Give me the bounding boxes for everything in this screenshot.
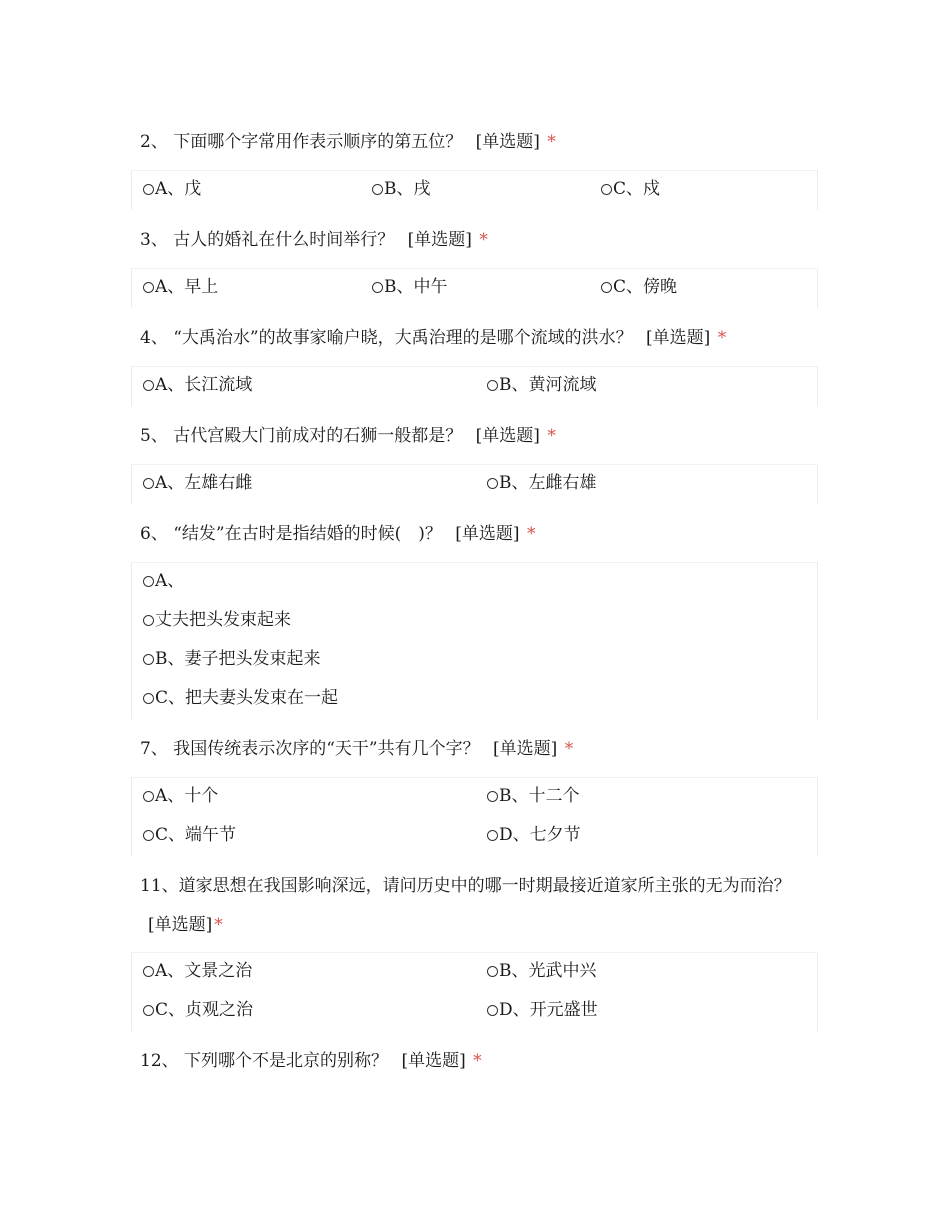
options-block-6	[131, 562, 818, 719]
question-number: 6、	[140, 524, 168, 544]
radio-icon[interactable]	[143, 966, 154, 977]
radio-icon[interactable]	[143, 282, 154, 293]
required-marker: *	[717, 328, 727, 348]
option-2-c[interactable]	[601, 177, 660, 201]
option-label: A、	[155, 571, 185, 591]
option-7-a[interactable]	[143, 784, 218, 808]
question-type-tag: [单选题]	[148, 915, 213, 935]
option-label: B、十二个	[499, 786, 580, 806]
question-6	[140, 515, 820, 554]
option-label: A、长江流域	[155, 375, 253, 395]
option-label: B、中午	[384, 277, 448, 297]
question-11	[140, 867, 820, 945]
radio-icon[interactable]	[372, 184, 383, 195]
required-marker: *	[214, 915, 223, 935]
option-label: A、戊	[155, 179, 202, 199]
option-label: B、戌	[384, 179, 431, 199]
question-3	[140, 221, 820, 260]
radio-icon[interactable]	[143, 1005, 154, 1016]
question-2	[140, 123, 820, 162]
radio-icon[interactable]	[601, 184, 612, 195]
question-text: “大禹治水”的故事家喻户晓，大禹治理的是哪个流域的洪水？	[173, 328, 633, 348]
option-label: A、文景之治	[155, 961, 253, 981]
option-label: D、开元盛世	[499, 1000, 598, 1020]
required-marker: *	[564, 739, 574, 759]
question-5	[140, 417, 820, 456]
radio-icon[interactable]	[143, 791, 154, 802]
question-text: “结发”在古时是指结婚的时候( )？	[173, 524, 442, 544]
option-label: 丈夫把头发束起来	[155, 610, 291, 630]
radio-icon[interactable]	[487, 1005, 498, 1016]
question-number: 4、	[140, 328, 168, 348]
question-number: 3、	[140, 230, 168, 250]
question-type-tag: [单选题]	[475, 132, 540, 152]
options-block-3	[131, 268, 818, 308]
radio-icon[interactable]	[143, 654, 154, 665]
option-label: A、早上	[155, 277, 219, 297]
question-number: 2、	[140, 132, 168, 152]
option-label: C、把夫妻头发束在一起	[155, 688, 339, 708]
required-marker: *	[547, 426, 556, 446]
radio-icon[interactable]	[487, 380, 498, 391]
option-label: A、左雄右雌	[155, 473, 253, 493]
question-text: 下列哪个不是北京的别称？	[184, 1051, 389, 1071]
question-type-tag: [单选题]	[475, 426, 540, 446]
option-7-d[interactable]	[487, 823, 581, 847]
option-7-c[interactable]	[143, 823, 236, 847]
radio-icon[interactable]	[601, 282, 612, 293]
question-type-tag: [单选题]	[407, 230, 472, 250]
option-6-b[interactable]	[143, 647, 321, 671]
question-type-tag: [单选题]	[646, 328, 711, 348]
option-label: B、黄河流域	[499, 375, 597, 395]
option-7-b[interactable]	[487, 784, 580, 808]
radio-icon[interactable]	[487, 478, 498, 489]
question-type-tag: [单选题]	[493, 739, 558, 759]
option-11-a[interactable]	[143, 959, 252, 983]
option-4-a[interactable]	[143, 373, 252, 397]
option-label: D、七夕节	[499, 825, 581, 845]
option-label: C、贞观之治	[155, 1000, 254, 1020]
required-marker: *	[547, 132, 556, 152]
option-3-c[interactable]	[601, 275, 677, 299]
question-12	[140, 1042, 820, 1081]
radio-icon[interactable]	[487, 791, 498, 802]
question-type-tag: [单选题]	[455, 524, 520, 544]
radio-icon[interactable]	[143, 478, 154, 489]
question-4	[140, 319, 820, 358]
options-block-7	[131, 777, 818, 856]
radio-icon[interactable]	[143, 615, 154, 626]
option-label: C、傍晚	[613, 277, 678, 297]
radio-icon[interactable]	[143, 380, 154, 391]
required-marker: *	[479, 230, 488, 250]
option-5-b[interactable]	[487, 471, 597, 495]
option-label: C、戍	[613, 179, 661, 199]
options-block-5	[131, 464, 818, 504]
question-number: 5、	[140, 426, 168, 446]
option-6-a-text[interactable]	[143, 608, 291, 632]
option-label: B、左雌右雄	[499, 473, 597, 493]
question-number: 12、	[140, 1051, 179, 1071]
option-label: B、妻子把头发束起来	[155, 649, 321, 669]
radio-icon[interactable]	[143, 830, 154, 841]
question-text: 道家思想在我国影响深远，请问历史中的哪一时期最接近道家所主张的无为而治？	[178, 876, 791, 896]
option-6-c[interactable]	[143, 686, 338, 710]
required-marker: *	[526, 524, 536, 544]
question-text: 下面哪个字常用作表示顺序的第五位？	[173, 132, 463, 152]
option-11-c[interactable]	[143, 998, 253, 1022]
option-5-a[interactable]	[143, 471, 252, 495]
option-label: A、十个	[155, 786, 219, 806]
options-block-2	[131, 170, 818, 210]
question-text: 我国传统表示次序的“天干”共有几个字？	[173, 739, 480, 759]
question-number: 11、	[140, 876, 179, 896]
question-number: 7、	[140, 739, 168, 759]
radio-icon[interactable]	[143, 693, 154, 704]
option-2-b[interactable]	[372, 177, 431, 201]
option-11-d[interactable]	[487, 998, 598, 1022]
options-block-11	[131, 952, 818, 1031]
question-text: 古人的婚礼在什么时间举行？	[173, 230, 395, 250]
option-3-a[interactable]	[143, 275, 218, 299]
option-11-b[interactable]	[487, 959, 597, 983]
option-2-a[interactable]	[143, 177, 201, 201]
radio-icon[interactable]	[143, 576, 154, 587]
option-label: C、端午节	[155, 825, 237, 845]
question-7	[140, 730, 820, 769]
radio-icon[interactable]	[487, 966, 498, 977]
radio-icon[interactable]	[487, 830, 498, 841]
radio-icon[interactable]	[372, 282, 383, 293]
option-4-b[interactable]	[487, 373, 597, 397]
options-block-4	[131, 366, 818, 406]
option-label: B、光武中兴	[499, 961, 597, 981]
option-3-b[interactable]	[372, 275, 448, 299]
question-text: 古代宫殿大门前成对的石狮一般都是？	[173, 426, 463, 446]
question-type-tag: [单选题]	[401, 1051, 466, 1071]
option-6-a[interactable]	[143, 569, 184, 593]
required-marker: *	[473, 1051, 482, 1071]
radio-icon[interactable]	[143, 184, 154, 195]
